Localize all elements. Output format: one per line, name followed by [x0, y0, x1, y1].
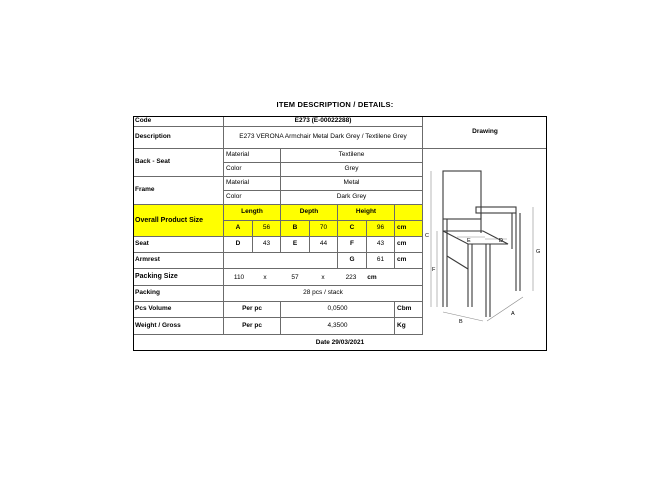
weight-unit: Kg	[395, 318, 423, 335]
seat-unit: cm	[395, 237, 423, 253]
depth-header: Depth	[281, 205, 338, 221]
back-seat-label: Back - Seat	[133, 149, 224, 177]
dim-b-value: 70	[310, 221, 338, 237]
packing-size-label: Packing Size	[133, 269, 224, 286]
packing-unit: cm	[367, 274, 377, 281]
overall-unit: cm	[395, 221, 423, 237]
frame-material: Metal	[281, 177, 423, 191]
packing-x2: x	[321, 274, 325, 281]
date-row: Date 29/03/2021	[315, 338, 365, 346]
dim-label-e: E	[467, 238, 471, 244]
length-header: Length	[224, 205, 281, 221]
dim-label-a: A	[511, 311, 515, 317]
dim-label-g: G	[536, 249, 541, 255]
packing-width: 57	[291, 274, 299, 281]
code-value: E273 (E-00022288)	[224, 116, 423, 127]
chair-drawing	[423, 149, 546, 335]
dim-d-key: D	[224, 237, 253, 253]
weight-label: Weight / Gross	[133, 318, 224, 335]
dim-g-key: G	[338, 253, 367, 269]
dim-c-value: 96	[367, 221, 395, 237]
dim-e-value: 44	[310, 237, 338, 253]
frame-material-label: Material	[224, 177, 281, 191]
frame-label: Frame	[133, 177, 224, 205]
armrest-unit: cm	[395, 253, 423, 269]
packing-label: Packing	[133, 286, 224, 302]
frame-color-label: Color	[224, 191, 281, 205]
dim-f-value: 43	[367, 237, 395, 253]
chair-drawing-svg	[423, 149, 546, 335]
dim-g-value: 61	[367, 253, 395, 269]
chair-backrest	[443, 171, 481, 219]
dim-f-key: F	[338, 237, 367, 253]
spec-sheet	[133, 116, 547, 351]
back-seat-color-label: Color	[224, 163, 281, 177]
dim-label-f: F	[432, 267, 436, 273]
unit-header-blank	[395, 205, 423, 221]
back-seat-color: Grey	[281, 163, 423, 177]
packing-length: 110	[233, 274, 245, 281]
page-title: ITEM DESCRIPTION / DETAILS:	[276, 100, 394, 109]
armrest-label: Armrest	[133, 253, 224, 269]
frame-color: Dark Grey	[281, 191, 423, 205]
seat-label: Seat	[133, 237, 224, 253]
back-seat-material-label: Material	[224, 149, 281, 163]
description-value: E273 VERONA Armchair Metal Dark Grey / Textilene Grey	[224, 127, 423, 149]
back-seat-material: Textilene	[281, 149, 423, 163]
dim-b-key: B	[281, 221, 310, 237]
dim-label-b: B	[459, 319, 463, 325]
packing-value: 28 pcs / stack	[224, 286, 423, 302]
overall-size-label: Overall Product Size	[133, 205, 224, 237]
weight-value: 4,3500	[281, 318, 395, 335]
pcs-volume-value: 0,0500	[281, 302, 395, 318]
chair-armrest	[476, 207, 516, 213]
dim-d-value: 43	[253, 237, 281, 253]
drawing-label: Drawing	[423, 116, 547, 149]
description-label: Description	[133, 127, 224, 149]
packing-height: 223	[345, 274, 357, 281]
dim-a-key: A	[224, 221, 253, 237]
dim-c-key: C	[338, 221, 367, 237]
pcs-volume-per: Per pc	[224, 302, 281, 318]
dim-e-key: E	[281, 237, 310, 253]
packing-x1: x	[263, 274, 267, 281]
weight-per: Per pc	[224, 318, 281, 335]
height-header: Height	[338, 205, 395, 221]
pcs-volume-label: Pcs Volume	[133, 302, 224, 318]
code-label: Code	[133, 116, 224, 127]
dim-label-c: C	[425, 233, 429, 239]
pcs-volume-unit: Cbm	[395, 302, 423, 318]
armrest-blank	[224, 253, 338, 269]
dim-label-d: D	[499, 238, 503, 244]
dim-a-value: 56	[253, 221, 281, 237]
